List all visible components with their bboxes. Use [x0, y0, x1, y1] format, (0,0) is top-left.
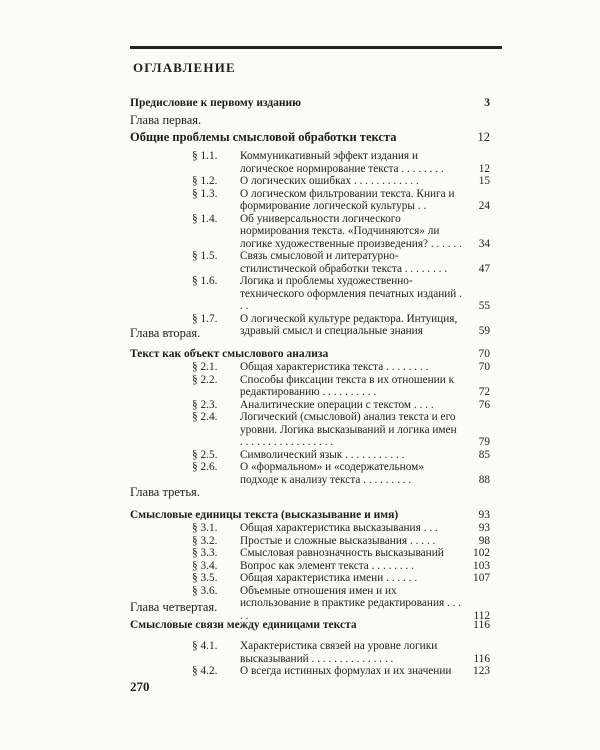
chapter-page: 93 [478, 509, 490, 521]
page-number: 270 [130, 679, 150, 694]
section-list [130, 361, 490, 486]
toc-section: § 1.1. Коммуникативный эффект издания и логическое нормирование текста . . . . . . . . 12 [192, 150, 490, 175]
toc-section: § 2.5. Символический язык . . . . . . . . . . . 85 [192, 448, 490, 461]
chapter-label: Глава третья. [130, 485, 200, 499]
toc-section: § 3.6. Объемные отношения имен и их использование в практике редактирования . . . . . 112 [192, 584, 490, 622]
section-list [130, 150, 490, 338]
toc-heading: ОГЛАВЛЕНИЕ [133, 60, 236, 75]
toc-section: § 2.2. Способы фиксации текста в их отношении к редактированию . . . . . . . . . . 72 [192, 373, 490, 398]
toc-section: § 2.4. Логический (смысловой) анализ текста и его уровни. Логика высказываний и логика имен . . . . . . . . . . . . . . . . . 79 [192, 411, 490, 448]
preface-title: Предисловие к первому изданию [130, 97, 301, 109]
toc-section: § 1.4. Об универсальности логического нормирования текста. «Подчиняются» ли логике художественные произведения? . . . . . . 34 [192, 212, 490, 250]
toc-section: § 2.3. Аналитические операции с текстом . . . . 76 [192, 398, 490, 411]
chapter-title: Смысловые связи между единицами текста [130, 619, 357, 631]
chapter-1 [130, 113, 490, 338]
chapter-title: Общие проблемы смысловой обработки текста [130, 130, 397, 144]
toc-section: § 3.2. Простые и сложные высказывания . . . . . 98 [192, 534, 490, 547]
chapter-page: 12 [477, 130, 490, 144]
chapter-title: Смысловые единицы текста (высказывание и имя) [130, 509, 399, 521]
toc-section: § 2.6. О «формальном» и «содержательном» подходе к анализу текста . . . . . . . . . 88 [192, 461, 490, 486]
chapter-page: 70 [478, 348, 490, 360]
toc-section: § 1.6. Логика и проблемы художественно-технического оформления печатных изданий . . . 55 [192, 275, 490, 312]
toc-section: § 1.2. О логических ошибках . . . . . . . . . . . . 15 [192, 175, 490, 187]
chapter-4 [130, 600, 490, 678]
section-list [130, 640, 490, 678]
chapter-page: 116 [473, 619, 490, 631]
toc-section: § 1.7. О логической культуре редактора. Интуиция, здравый смысл и специальные знания 59 [192, 312, 490, 337]
toc-section: § 3.5. Общая характеристика имени . . . . . . 107 [192, 572, 490, 584]
toc-section: § 1.5. Связь смысловой и литературно-стилистической обработки текста . . . . . . . . 47 [192, 250, 490, 275]
top-rule [130, 46, 502, 49]
toc-section: § 2.1. Общая характеристика текста . . . . . . . . 70 [192, 361, 490, 373]
toc-section: § 4.2. О всегда истинных формулах и их значении 123 [192, 665, 490, 677]
toc-section: § 3.1. Общая характеристика высказывания . . . 93 [192, 522, 490, 534]
chapter-title: Текст как объект смыслового анализа [130, 348, 329, 360]
chapter-label: Глава четвертая. [130, 600, 218, 614]
chapter-label: Глава вторая. [130, 326, 201, 340]
toc-section: § 4.1. Характеристика связей на уровне логики высказываний . . . . . . . . . . . . . . . 116 [192, 640, 490, 665]
toc-section: § 1.3. О логическом фильтровании текста. Книга и формирование логической культуры . . 24 [192, 187, 490, 212]
chapter-2 [130, 326, 490, 486]
toc-section: § 3.4. Вопрос как элемент текста . . . . . . . . 103 [192, 559, 490, 572]
preface-page: 3 [484, 97, 490, 109]
toc-section: § 3.3. Смысловая равнозначность высказываний 102 [192, 547, 490, 559]
preface-entry [130, 96, 490, 110]
chapter-label: Глава первая. [130, 113, 202, 127]
